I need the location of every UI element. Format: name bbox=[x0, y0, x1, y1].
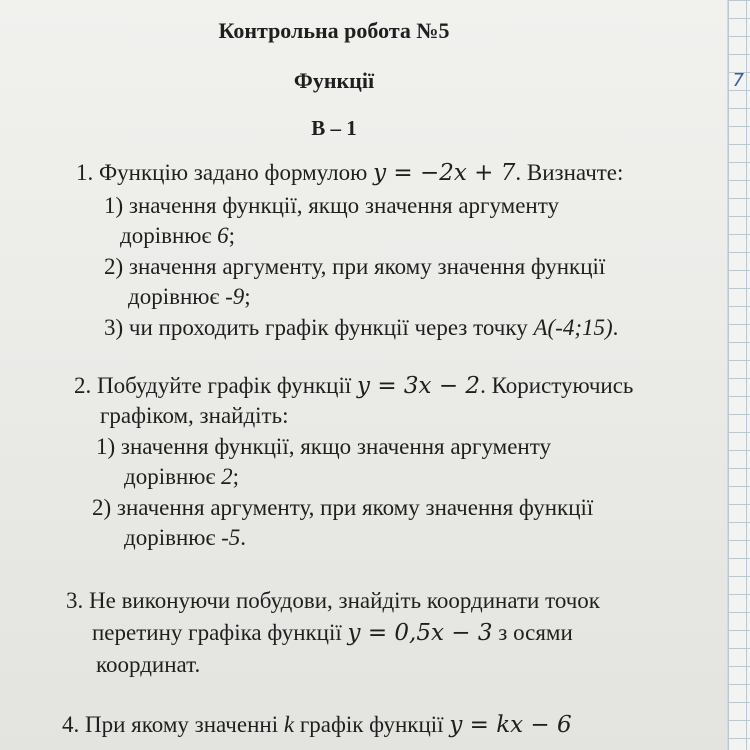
task1-subtask2-line1: 2) значення аргументу, при якому значення функції bbox=[104, 254, 606, 279]
task3-line2: перетину графіка функції y = 0,5x − 3 з осями bbox=[92, 620, 573, 646]
task1-subtask1-line2: дорівнює 6; bbox=[120, 223, 235, 248]
task1-subtask1-value: 6 bbox=[217, 223, 229, 248]
task2-subtask1-line2: дорівнює 2; bbox=[124, 464, 239, 489]
task2-subtask1-value: 2 bbox=[221, 464, 233, 489]
variant-label: В – 1 bbox=[311, 116, 357, 140]
task2-subtask2-line1: 2) значення аргументу, при якому значення функції bbox=[92, 495, 594, 520]
document-subtitle: Функції bbox=[293, 68, 375, 93]
task3-formula: y = 0,5x − 3 bbox=[347, 620, 493, 646]
task3-line1: 3. Не виконуючи побудови, знайдіть координати точок bbox=[66, 588, 600, 613]
task2-subtask2-line2: дорівнює -5. bbox=[124, 525, 246, 550]
task3-line3: координат. bbox=[96, 652, 201, 677]
task4-line1: 4. При якому значенні k графік функції y = kx − 6 bbox=[62, 712, 572, 738]
task2-intro-line2: графіком, знайдіть: bbox=[100, 403, 289, 428]
task1-intro: 1. Функцію задано формулою y = −2x + 7. Визначте: bbox=[76, 160, 624, 186]
grid-paper-edge bbox=[727, 0, 750, 750]
task2-subtask2-value: -5 bbox=[221, 525, 241, 550]
task4-k: k bbox=[283, 712, 295, 737]
task1-point: A(-4;15) bbox=[533, 315, 613, 340]
margin-mark: 7 bbox=[732, 70, 744, 91]
task1-subtask2-value: -9 bbox=[225, 284, 245, 309]
task1-subtask2-line2: дорівнює -9; bbox=[128, 284, 251, 309]
task1-subtask1-line1: 1) значення функції, якщо значення аргументу bbox=[104, 193, 559, 218]
task2-intro: 2. Побудуйте графік функції y = 3x − 2. Користуючись bbox=[74, 373, 634, 399]
task2-formula: y = 3x − 2 bbox=[357, 373, 481, 399]
document-title: Контрольна робота №5 bbox=[218, 18, 450, 43]
task4-formula: y = kx − 6 bbox=[449, 712, 572, 738]
task1-subtask3: 3) чи проходить графік функції через точку A(-4;15). bbox=[104, 315, 619, 340]
task2-subtask1-line1: 1) значення функції, якщо значення аргументу bbox=[96, 434, 551, 459]
task1-formula: y = −2x + 7 bbox=[373, 160, 516, 186]
